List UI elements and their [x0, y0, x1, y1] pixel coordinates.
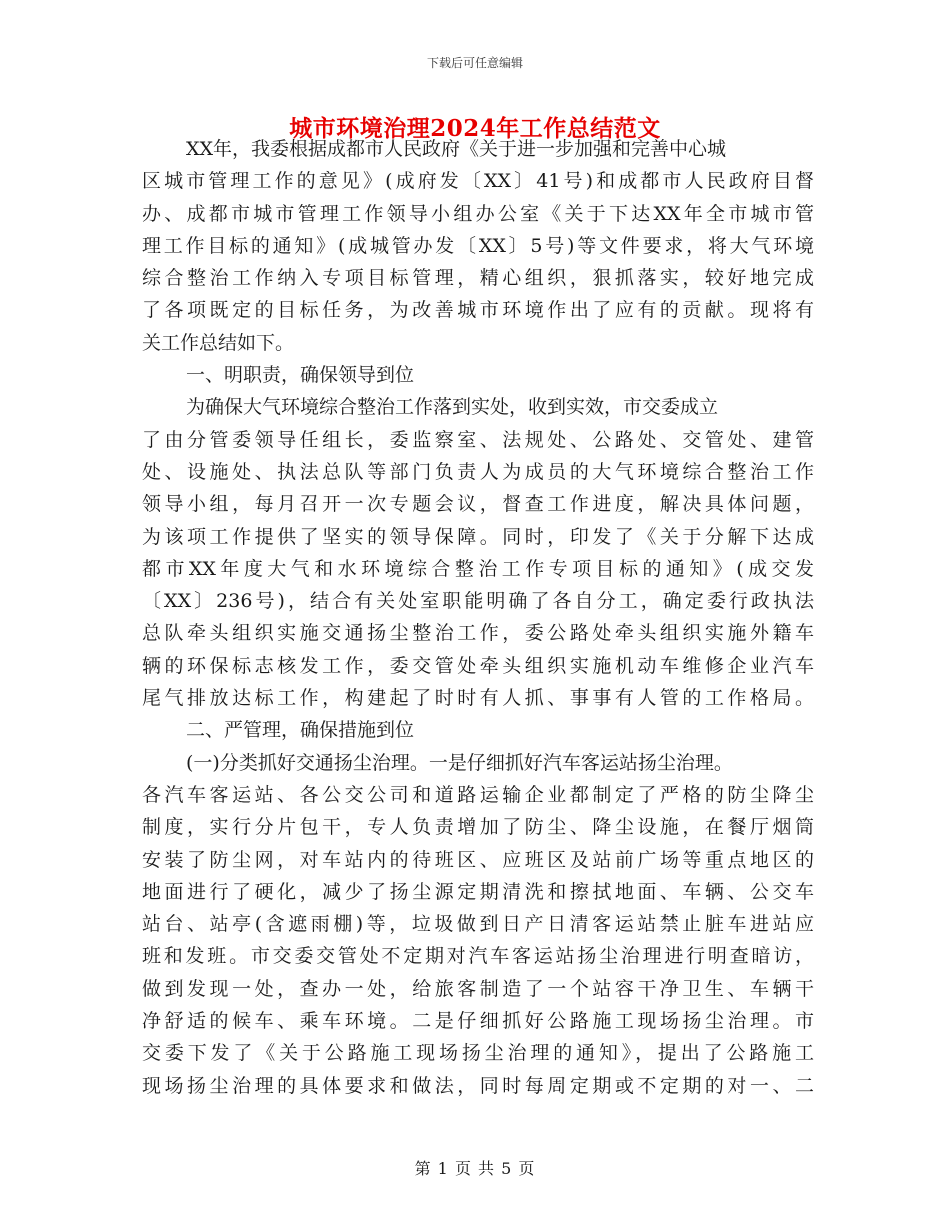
body-line: 总队牵头组织实施交通扬尘整治工作，委公路处牵头组织实施外籍车	[142, 622, 814, 645]
body-line: 关工作总结如下。	[142, 331, 295, 354]
document-body	[142, 133, 814, 1102]
body-line: 交委下发了《关于公路施工现场扬尘治理的通知》，提出了公路施工	[142, 1042, 814, 1065]
body-line: 都市XX年度大气和水环境综合整治工作专项目标的通知》(成交发	[142, 557, 814, 580]
body-line: 了由分管委领导任组长，委监察室、法规处、公路处、交管处、建管	[142, 428, 814, 451]
document-title: 城市环境治理2024年工作总结范文	[289, 115, 661, 142]
body-line: 安装了防尘网，对车站内的待班区、应班区及站前广场等重点地区的	[142, 848, 814, 871]
body-line: 办、成都市城市管理工作领导小组办公室《关于下达XX年全市城市管	[142, 202, 814, 225]
section-heading: 一、明职责，确保领导到位	[186, 364, 415, 387]
body-line: 为确保大气环境综合整治工作落到实处，收到实效，市交委成立	[186, 396, 719, 419]
body-line: 地面进行了硬化，减少了扬尘源定期清洗和擦拭地面、车辆、公交车	[142, 880, 814, 903]
body-line: 为该项工作提供了坚实的领导保障。同时，印发了《关于分解下达成	[142, 525, 814, 548]
body-line: 做到发现一处，查办一处，给旅客制造了一个站容干净卫生、车辆干	[142, 977, 814, 1000]
body-line: 辆的环保标志核发工作，委交管处牵头组织实施机动车维修企业汽车	[142, 654, 814, 677]
body-line: 领导小组，每月召开一次专题会议，督查工作进度，解决具体问题，	[142, 493, 814, 516]
body-line: 净舒适的候车、乘车环境。二是仔细抓好公路施工现场扬尘治理。市	[142, 1010, 814, 1033]
body-line: 了各项既定的目标任务，为改善城市环境作出了应有的贡献。现将有	[142, 299, 814, 322]
body-line: 尾气排放达标工作，构建起了时时有人抓、事事有人管的工作格局。	[142, 687, 814, 710]
body-line: 班和发班。市交委交管处不定期对汽车客运站扬尘治理进行明查暗访，	[142, 945, 814, 968]
body-line: 区城市管理工作的意见》(成府发〔XX〕41号)和成都市人民政府目督	[142, 170, 814, 193]
body-line: 现场扬尘治理的具体要求和做法，同时每周定期或不定期的对一、二	[142, 1074, 814, 1097]
body-line: 处、设施处、执法总队等部门负责人为成员的大气环境综合整治工作	[142, 460, 814, 483]
section-heading: 二、严管理，确保措施到位	[186, 719, 415, 742]
body-line: 理工作目标的通知》(成城管办发〔XX〕5号)等文件要求，将大气环境	[142, 234, 814, 257]
body-line: 站台、站亭(含遮雨棚)等，垃圾做到日产日清客运站禁止脏车进站应	[142, 913, 814, 936]
body-line: XX年，我委根据成都市人民政府《关于进一步加强和完善中心城	[186, 138, 727, 160]
body-line: 综合整治工作纳入专项目标管理，精心组织，狠抓落实，较好地完成	[142, 267, 814, 290]
body-line: 制度，实行分片包干，专人负责增加了防尘、降尘设施，在餐厅烟筒	[142, 816, 814, 839]
body-line: 〔XX〕236号)，结合有关处室职能明确了各自分工，确定委行政执法	[142, 590, 814, 613]
page-number: 第 1 页 共 5 页	[414, 1159, 536, 1178]
body-line: 各汽车客运站、各公交公司和道路运输企业都制定了严格的防尘降尘	[142, 783, 814, 806]
body-line: (一)分类抓好交通扬尘治理。一是仔细抓好汽车客运站扬尘治理。	[186, 751, 733, 774]
page-header-note: 下载后可任意编辑	[426, 56, 523, 70]
